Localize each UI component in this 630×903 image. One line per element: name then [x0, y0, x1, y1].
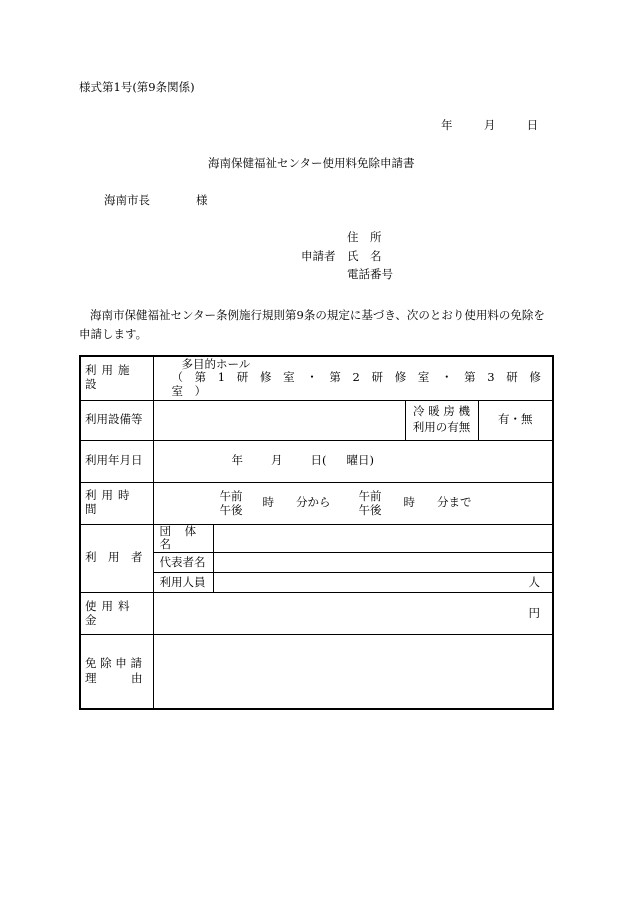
reason-label	[80, 635, 153, 709]
date-label: 利用年月日	[80, 440, 153, 482]
document-title: 海南保健福祉センター使用料免除申請書	[208, 156, 415, 170]
multipurpose-hall: 多目的ホール	[181, 356, 251, 371]
end-minute-until: 分まで	[437, 495, 472, 509]
form-number: 様式第1号(第9条関係)	[79, 80, 195, 94]
ac-usage-label	[405, 400, 478, 440]
facility-label: 利用施設	[80, 356, 153, 400]
user-label: 利 用 者	[80, 524, 153, 593]
end-am: 午前	[358, 488, 382, 503]
end-ampm	[359, 489, 382, 518]
ac-label-line1: 冷 暖 房 機	[413, 404, 470, 419]
user-group-row	[80, 524, 553, 553]
headcount-field[interactable]: 人	[213, 573, 553, 593]
start-hour: 時	[262, 495, 274, 509]
reason-row	[80, 635, 553, 709]
reason-label-line2: 理 由	[85, 671, 143, 686]
applicant-label: 申請者	[301, 249, 336, 263]
group-name-label: 団 体 名	[153, 524, 213, 553]
training-rooms: （ 第 1 研 修 室 ・ 第 2 研 修 室 ・ 第 3 研 修 室 ）	[171, 370, 542, 399]
phone-label: 電話番号	[347, 267, 393, 281]
facility-row	[80, 356, 553, 400]
date-year-label: 年	[441, 118, 453, 132]
start-ampm	[220, 489, 243, 518]
equipment-label: 利用設備等	[80, 400, 153, 440]
date-day-label: 日	[526, 118, 539, 132]
honorific: 様	[196, 193, 208, 207]
time-row	[80, 482, 553, 524]
reason-label-line1: 免 除 申 請	[85, 655, 142, 670]
facility-options[interactable]	[153, 356, 553, 400]
addressee-name: 海南市長	[104, 193, 150, 207]
use-year: 年	[231, 453, 243, 468]
address-label: 住 所	[347, 230, 382, 244]
use-day: 日(	[310, 453, 327, 468]
group-name-field[interactable]	[213, 524, 553, 553]
equipment-field[interactable]	[153, 400, 405, 440]
start-am: 午前	[219, 488, 243, 503]
equipment-row	[80, 400, 553, 440]
date-month-label: 月	[483, 118, 496, 132]
use-weekday: 曜日)	[346, 453, 374, 468]
application-date	[441, 120, 538, 132]
addressee	[104, 195, 208, 207]
representative-label: 代表者名	[153, 553, 213, 573]
reason-field[interactable]	[153, 635, 553, 709]
body-text: 海南市保健福祉センター条例施行規則第9条の規定に基づき、次のとおり使用料の免除を申請します。	[79, 308, 545, 341]
time-label: 利用時間	[80, 482, 153, 524]
end-pm: 午後	[358, 503, 382, 517]
fee-label: 使用料金	[80, 593, 153, 635]
application-form-table	[79, 355, 554, 710]
headcount-label: 利用人員	[153, 573, 213, 593]
name-label: 氏 名	[347, 249, 382, 263]
representative-field[interactable]	[213, 553, 553, 573]
date-row	[80, 440, 553, 482]
fee-field[interactable]: 円	[153, 593, 553, 635]
fee-row	[80, 593, 553, 635]
start-minute-from: 分から	[296, 495, 331, 509]
time-field[interactable]	[153, 482, 553, 524]
start-pm: 午後	[219, 503, 243, 517]
ac-usage-choice[interactable]: 有・無	[478, 400, 553, 440]
ac-label-line2: 利用の有無	[412, 420, 471, 434]
date-field[interactable]	[153, 440, 553, 482]
use-month: 月	[271, 453, 283, 468]
end-hour: 時	[403, 495, 415, 509]
